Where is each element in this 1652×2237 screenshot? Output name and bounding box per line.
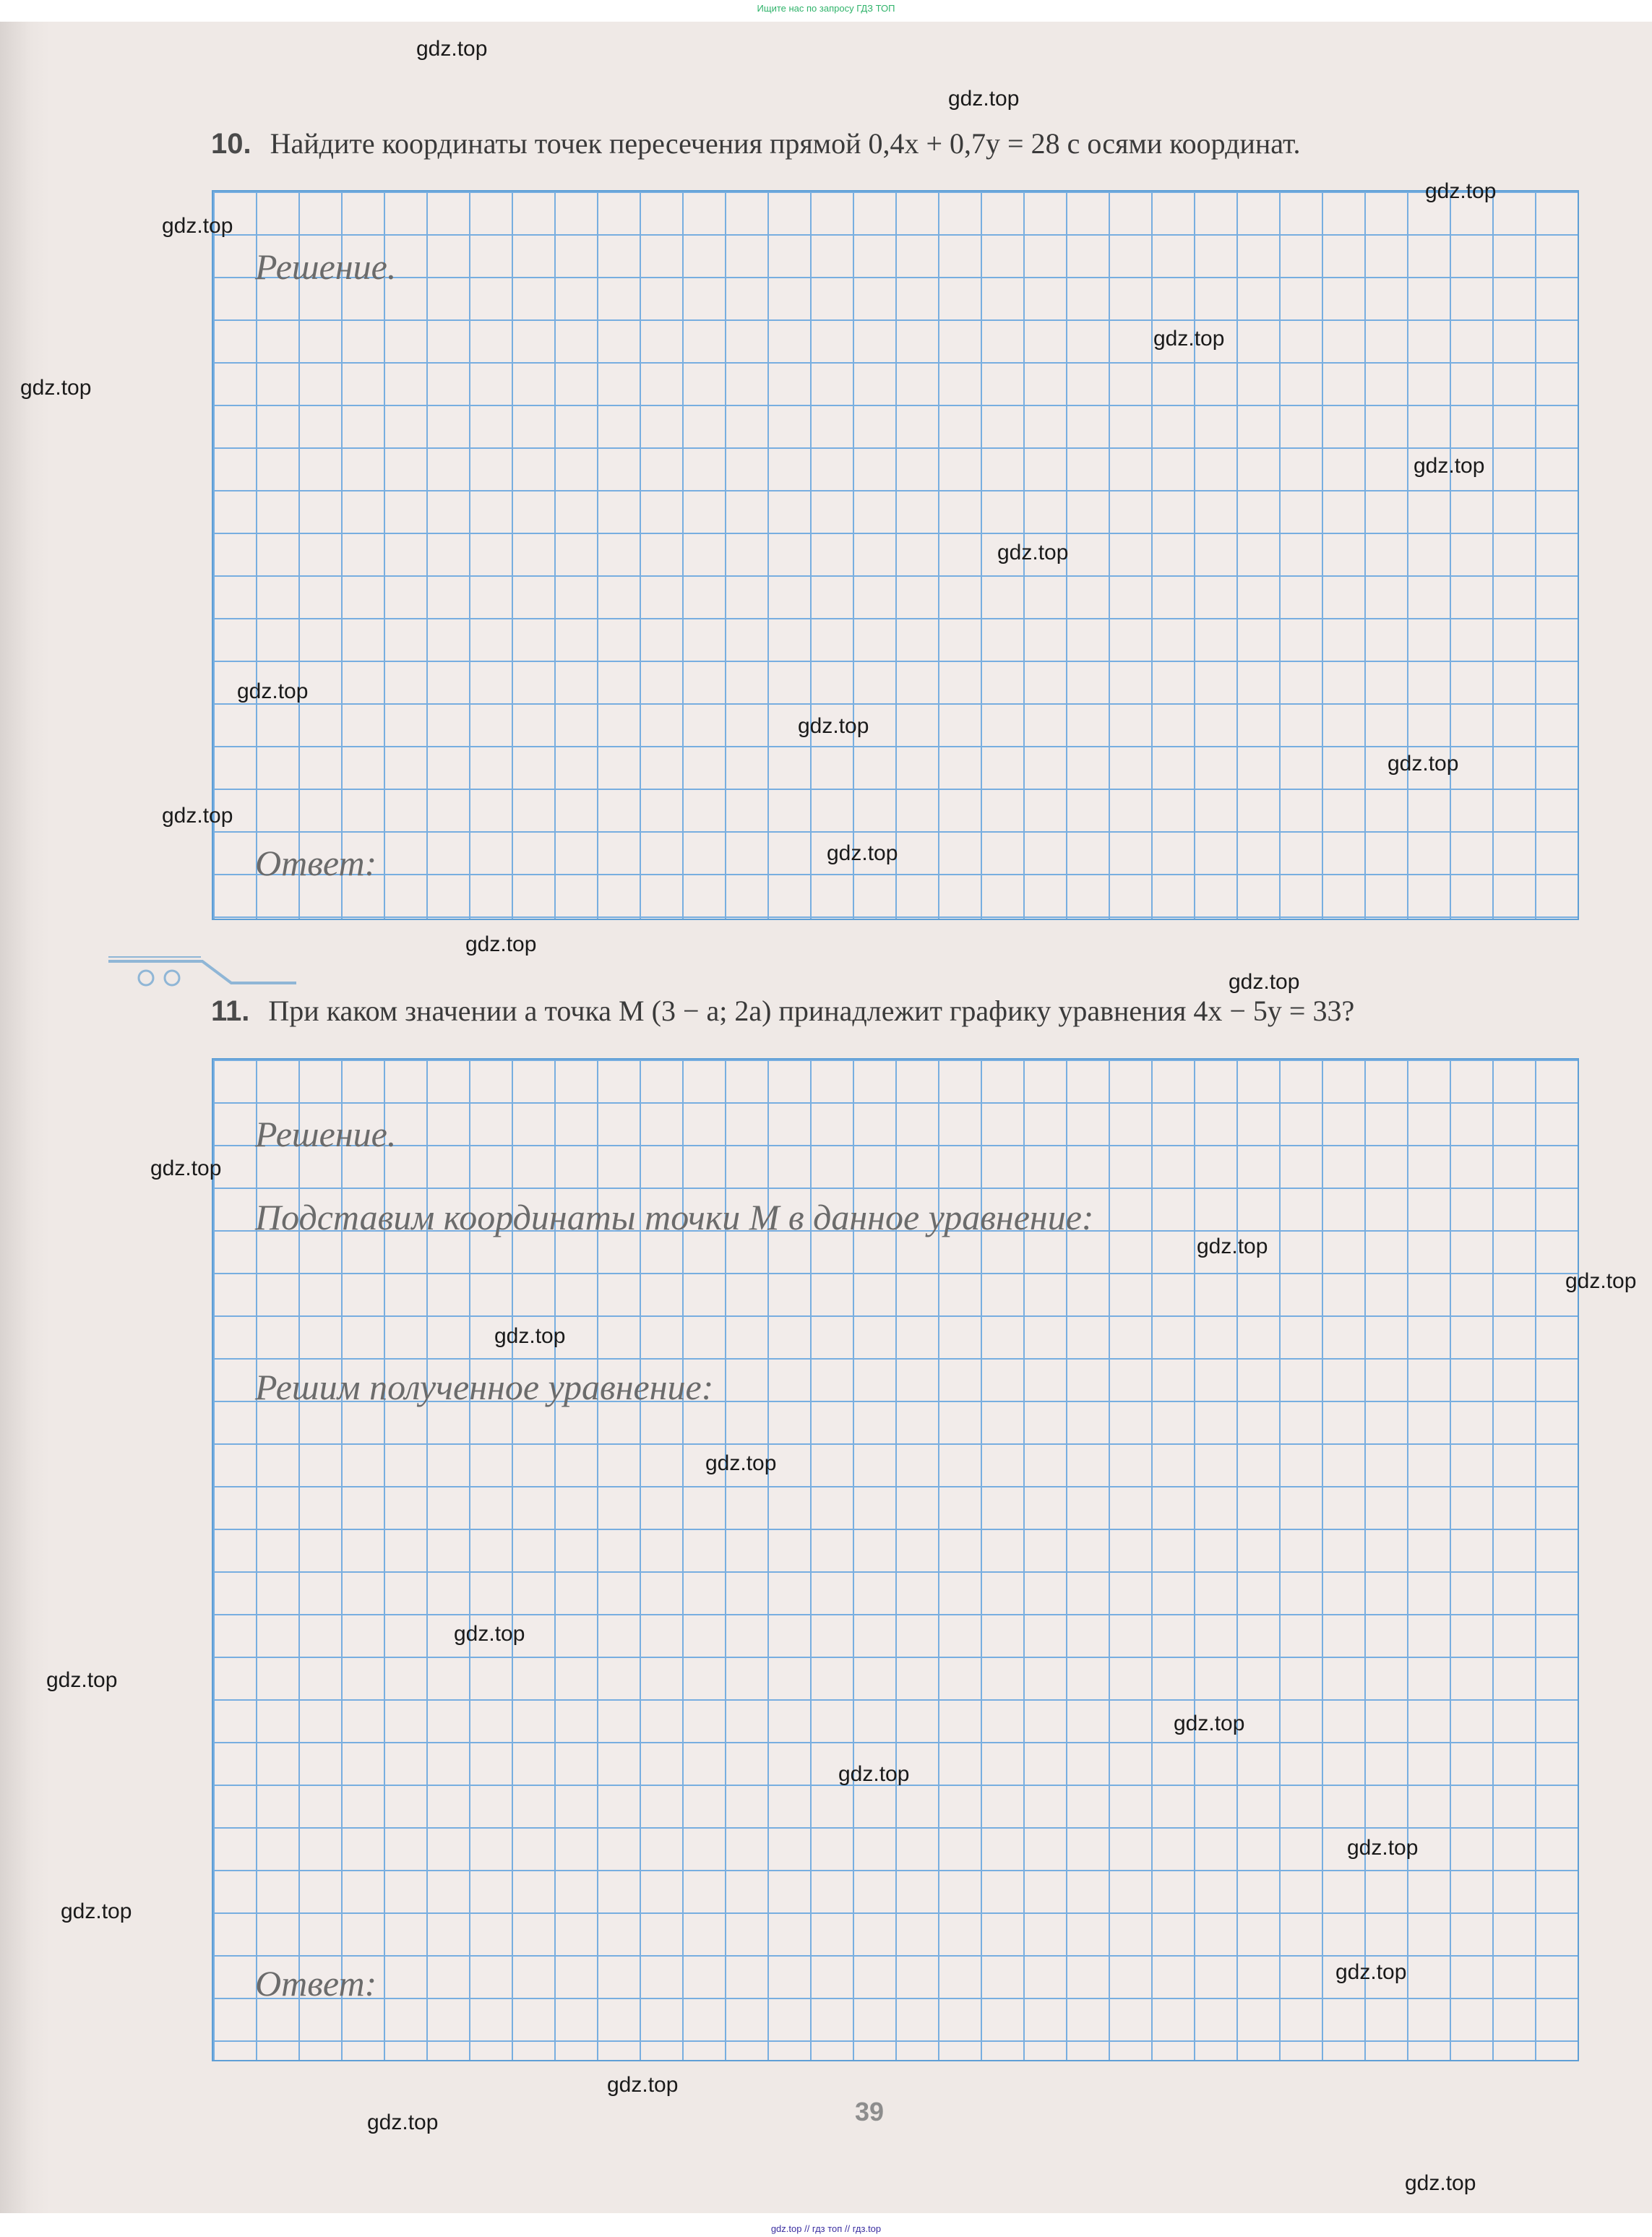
problem-10-solution-label: Решение.	[255, 246, 397, 287]
watermark: gdz.top	[494, 1324, 566, 1348]
watermark: gdz.top	[416, 37, 488, 61]
watermark: gdz.top	[1405, 2171, 1476, 2195]
problem-10-answer-label: Ответ:	[255, 843, 377, 883]
watermark: gdz.top	[1335, 1960, 1407, 1984]
watermark: gdz.top	[827, 841, 898, 865]
problem-11-solve-line: Решим полученное уравнение:	[255, 1367, 714, 1407]
watermark: gdz.top	[454, 1622, 525, 1646]
problem-11-text: При каком значении a точка M (3 − a; 2a) принадлежит графику уравнения 4x − 5y = 33?	[268, 995, 1355, 1027]
problem-11-statement	[211, 994, 1354, 1028]
problem-10-statement	[211, 126, 1300, 160]
watermark: gdz.top	[1388, 752, 1459, 776]
watermark: gdz.top	[150, 1156, 222, 1180]
watermark: gdz.top	[1425, 179, 1497, 203]
watermark: gdz.top	[162, 804, 233, 828]
problem-11-solution-label: Решение.	[255, 1114, 397, 1154]
watermark: gdz.top	[838, 1762, 910, 1786]
watermark: gdz.top	[1414, 454, 1485, 478]
section-divider-decoration	[108, 954, 304, 997]
watermark: gdz.top	[1565, 1269, 1637, 1293]
watermark: gdz.top	[1174, 1712, 1245, 1735]
watermark: gdz.top	[61, 1899, 132, 1923]
problem-10-grid[interactable]	[212, 190, 1579, 920]
page-spine-shadow	[0, 22, 51, 2213]
watermark: gdz.top	[46, 1668, 118, 1692]
problem-10-number: 10.	[211, 128, 251, 160]
watermark: gdz.top	[798, 714, 869, 738]
workbook-page	[0, 22, 1652, 2213]
watermark: gdz.top	[1229, 970, 1300, 994]
watermark: gdz.top	[607, 2073, 679, 2097]
watermark: gdz.top	[1153, 327, 1225, 351]
watermark: gdz.top	[367, 2111, 439, 2134]
problem-11-answer-label: Ответ:	[255, 1963, 377, 2004]
problem-11-number: 11.	[211, 995, 250, 1027]
watermark: gdz.top	[705, 1451, 777, 1475]
watermark: gdz.top	[1347, 1836, 1419, 1860]
problem-10-text: Найдите координаты точек пересечения прямой 0,4x + 0,7y = 28 с осями координат.	[270, 127, 1301, 160]
watermark: gdz.top	[465, 932, 537, 956]
top-banner[interactable]: Ищите нас по запросу ГДЗ ТОП	[757, 3, 895, 14]
watermark: gdz.top	[237, 679, 309, 703]
page-number: 39	[855, 2097, 885, 2126]
watermark: gdz.top	[162, 214, 233, 238]
watermark: gdz.top	[20, 376, 92, 400]
bottom-banner[interactable]: gdz.top // гдз топ // гдз.top	[770, 2223, 882, 2234]
problem-11-substitution-line: Подставим координаты точки M в данное уравнение:	[255, 1197, 1094, 1237]
watermark: gdz.top	[997, 541, 1069, 564]
watermark: gdz.top	[1197, 1235, 1268, 1258]
watermark: gdz.top	[948, 87, 1020, 111]
